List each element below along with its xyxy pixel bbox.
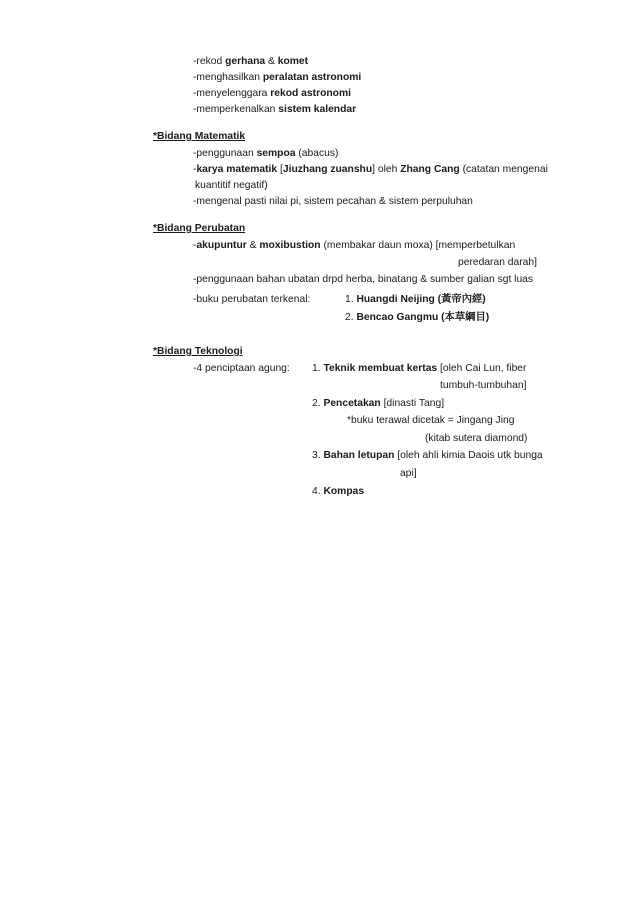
invention-item: 2. Pencetakan [dinasti Tang] [312,398,445,409]
astronomy-item: -menghasilkan peralatan astronomi [193,72,362,83]
invention-line: api] [400,468,417,479]
invention-item: 1. Teknik membuat kertas [oleh Cai Lun, fiber [312,363,527,374]
technology-label: -4 penciptaan agung: [193,363,290,374]
math-line: kuantitif negatif) [195,180,268,191]
technology-heading: *Bidang Teknologi [153,346,243,357]
invention-line: tumbuh-tumbuhan] [440,380,527,391]
math-heading: *Bidang Matematik [153,131,246,142]
astronomy-item: -memperkenalkan sistem kalendar [193,104,357,115]
astronomy-item: -menyelenggara rekod astronomi [193,88,351,99]
medicine-line: -akupuntur & moxibustion (membakar daun moxa) [memperbetulkan [193,240,516,251]
medicine-book: 1. Huangdi Neijing (黃帝內經) [345,294,486,305]
invention-item: 4. Kompas [312,486,365,497]
math-line: -mengenal pasti nilai pi, sistem pecahan & sistem perpuluhan [193,196,473,207]
invention-line: (kitab sutera diamond) [425,433,528,444]
medicine-books-label: -buku perubatan terkenal: [193,294,311,305]
invention-item: 3. Bahan letupan [oleh ahli kimia Daois utk bunga [312,450,543,461]
math-line: -penggunaan sempoa (abacus) [193,148,339,159]
astronomy-item: -rekod gerhana & komet [193,56,309,67]
math-line: -karya matematik [Jiuzhang zuanshu] oleh Zhang Cang (catatan mengenai [193,164,548,175]
invention-line: *buku terawal dicetak = Jingang Jing [347,415,515,426]
medicine-line: -penggunaan bahan ubatan drpd herba, binatang & sumber galian sgt luas [193,274,534,285]
medicine-book: 2. Bencao Gangmu (本草綱目) [345,312,490,323]
medicine-heading: *Bidang Perubatan [153,223,246,234]
medicine-line: peredaran darah] [458,257,538,268]
